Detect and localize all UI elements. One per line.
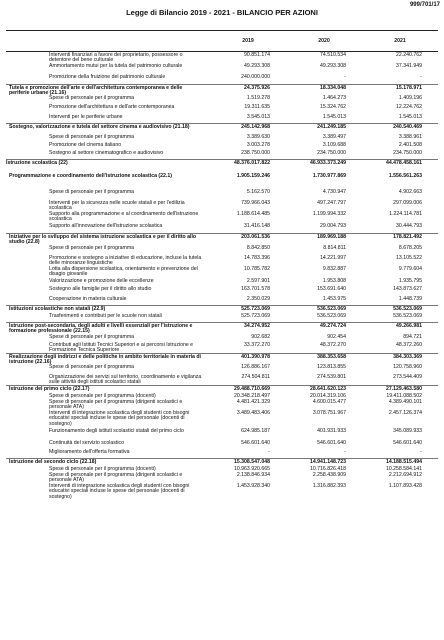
- value-2021: 240.540.469: [393, 123, 422, 130]
- value-2020: 902.454: [327, 333, 346, 340]
- value-2020: 1.199.994.332: [312, 210, 346, 217]
- value-2019: 10.963.920.665: [233, 465, 270, 472]
- value-2021: 1.556.561.263: [388, 172, 422, 179]
- table-row: [6, 123, 438, 134]
- row-label: Trasferimenti e contributi per le scuole non statali: [49, 312, 162, 319]
- value-2020: 123.813.855: [317, 363, 346, 370]
- value-2020: 3.109.688: [322, 141, 346, 148]
- table-row: [6, 334, 438, 342]
- value-2019: 1.905.159.246: [236, 172, 270, 179]
- table-row: [6, 52, 438, 63]
- value-2020: 3.078.751.967: [312, 409, 346, 416]
- value-2020: 74.510.534: [320, 51, 346, 58]
- value-2020: 1.953.808: [322, 277, 346, 284]
- value-2021: 10.258.584.141: [385, 465, 422, 472]
- table-row: [6, 483, 438, 501]
- document-reference: 999/701/17: [409, 2, 440, 8]
- row-label: Interventi di integrazione scolastica degli studenti con bisogni educativi speciali incluse le spese del personale (docenti di sostegno): [49, 482, 190, 500]
- table-row: [6, 313, 438, 322]
- table-row: [6, 322, 438, 334]
- table-row: [6, 428, 438, 440]
- row-label: Sostegno, valorizzazione e tutela del settore cinema e audiovisivo (21.18): [9, 123, 190, 130]
- value-2020: 1.730.977.869: [312, 172, 346, 179]
- value-2019: 3.545.013: [246, 113, 270, 120]
- value-2021: 2.457.126.374: [388, 409, 422, 416]
- value-2020: 3.389.497: [322, 133, 346, 140]
- value-2020: 48.372.270: [320, 341, 346, 348]
- value-2020: 274.539.801: [317, 373, 346, 380]
- value-2019: 4.481.421.329: [236, 398, 270, 405]
- table-row: [6, 296, 438, 305]
- value-2021: 4.389.490.101: [388, 398, 422, 405]
- value-2019: 1.188.614.485: [236, 210, 270, 217]
- value-2019: 203.061.536: [241, 233, 270, 240]
- row-label: Istruzione scolastica (22): [6, 159, 68, 166]
- value-2021: 4.902.663: [398, 188, 422, 195]
- value-2020: 49.274.724: [320, 322, 346, 329]
- row-label: Promozione della fruizione del patrimonio culturale: [49, 73, 166, 80]
- value-2020: 18.334.048: [320, 84, 346, 91]
- table-body: [6, 52, 438, 501]
- value-2021: 49.266.981: [396, 322, 422, 329]
- value-2020: 2.258.438.909: [312, 471, 346, 478]
- value-2021: 1.107.893.428: [388, 482, 422, 489]
- value-2020: -: [344, 73, 346, 80]
- row-label: Supporto all'innovazione dell'istruzione scolastica: [49, 222, 163, 229]
- value-2020: 4.600.015.477: [312, 398, 346, 405]
- value-2021: 19.411.088.502: [386, 392, 422, 399]
- table-row: [6, 399, 438, 410]
- value-2021: 1.409.196: [398, 94, 422, 101]
- value-2021: 14.188.515.494: [385, 458, 422, 465]
- value-2020: 546.601.640: [317, 439, 346, 446]
- value-2020: 1.453.975: [322, 295, 346, 302]
- value-2019: 1.453.928.340: [236, 482, 270, 489]
- value-2021: 546.601.640: [393, 439, 422, 446]
- value-2020: 1.464.273: [322, 94, 346, 101]
- value-2020: 153.691.640: [317, 285, 346, 292]
- year-2021-header: 2021: [394, 38, 406, 44]
- table-row: [6, 211, 438, 223]
- value-2019: 546.601.640: [241, 439, 270, 446]
- table-row: [6, 286, 438, 296]
- value-2020: 29.004.793: [320, 222, 346, 229]
- row-label: Realizzazione degli indirizzi e delle politiche in ambito territoriale in materia di istruzione (22.16): [9, 353, 201, 366]
- value-2021: 3.388.961: [398, 133, 422, 140]
- row-label: Sostegno al settore cinematografico e audiovisivo: [49, 149, 164, 156]
- value-2021: 2.212.694.912: [388, 471, 422, 478]
- value-2019: 245.142.968: [241, 123, 270, 130]
- value-2019: 2.597.901: [246, 277, 270, 284]
- value-2020: 8.814.811: [323, 244, 346, 251]
- value-2020: 10.716.826.418: [309, 465, 346, 472]
- table-row: [6, 104, 438, 114]
- value-2019: 48.376.017.822: [233, 159, 270, 166]
- table-header: [6, 30, 438, 52]
- row-label: Spese di personale per il programma (dirigenti scolastici e personale ATA): [49, 471, 183, 484]
- row-label: Spese di personale per il programma: [49, 333, 135, 340]
- value-2021: 143.873.627: [393, 285, 422, 292]
- value-2019: 126.886.167: [241, 363, 270, 370]
- table-row: [6, 114, 438, 123]
- table-row: [6, 189, 438, 200]
- value-2019: 3.003.278: [246, 141, 270, 148]
- table-row: [6, 134, 438, 142]
- row-label: Spese di personale per il programma: [49, 133, 135, 140]
- value-2019: 240.000.000: [241, 73, 270, 80]
- row-label: Cooperazione in materia culturale: [49, 295, 127, 302]
- value-2019: 34.274.952: [244, 322, 270, 329]
- value-2021: 273.544.409: [393, 373, 422, 380]
- value-2021: 2.401.508: [398, 141, 422, 148]
- table-row: [6, 95, 438, 104]
- value-2021: 22.240.762: [396, 51, 422, 58]
- table-row: [6, 385, 438, 393]
- value-2019: 2.350.029: [246, 295, 270, 302]
- row-label: Interventi per le periferie urbane: [49, 113, 123, 120]
- value-2021: 27.129.463.580: [385, 385, 422, 392]
- value-2019: 624.985.187: [241, 427, 270, 434]
- value-2021: 13.105.522: [396, 254, 422, 261]
- value-2019: 1.519.278: [246, 94, 270, 101]
- value-2019: 24.375.926: [244, 84, 270, 91]
- table-row: [6, 84, 438, 95]
- table-row: [6, 255, 438, 266]
- table-row: [6, 458, 438, 466]
- value-2021: 384.303.369: [393, 353, 422, 360]
- year-2019-header: 2019: [242, 38, 254, 44]
- value-2020: 49.293.308: [320, 62, 346, 69]
- table-row: [6, 374, 438, 385]
- table-row: [6, 472, 438, 483]
- row-label: Contributi agli Istituti Tecnici Superiori e ai percorsi Istruzione e Formazione Tecnica Superiore: [49, 341, 194, 354]
- budget-table: [6, 30, 438, 501]
- table-row: [6, 74, 438, 84]
- row-label: Ammortamento mutui per la tutela del patrimonio culturale: [49, 62, 183, 69]
- value-2020: 536.523.069: [317, 305, 346, 312]
- row-label: Programmazione e coordinamento dell'istruzione scolastica (22.1): [9, 172, 172, 179]
- row-label: Spese di personale per il programma (docenti): [49, 392, 156, 399]
- value-2019: 31.416.148: [244, 222, 270, 229]
- value-2021: 536.523.069: [393, 305, 422, 312]
- value-2021: 1.545.013: [398, 113, 422, 120]
- table-row: [6, 266, 438, 278]
- value-2019: 3.389.630: [246, 133, 270, 140]
- row-label: Interventi di integrazione scolastica degli studenti con bisogni educativi speciali incluse le spese del personale (docenti di sostegno): [49, 409, 190, 427]
- value-2019: 15.308.547.048: [233, 458, 270, 465]
- value-2020: 1.545.013: [322, 113, 346, 120]
- value-2020: 15.324.762: [320, 103, 346, 110]
- value-2019: 29.488.710.669: [233, 385, 270, 392]
- value-2019: 49.293.308: [244, 62, 270, 69]
- value-2019: 5.162.570: [246, 188, 270, 195]
- row-label: Spese di personale per il programma: [49, 363, 135, 370]
- value-2020: 9.832.887: [322, 265, 346, 272]
- value-2021: 9.779.604: [398, 265, 422, 272]
- table-row: [6, 410, 438, 428]
- row-label: Organizzazione dei servizi sul territorio, coordinamento e vigilanza sulle attività degli istituti scolastici statali: [49, 373, 202, 386]
- table-row: [6, 449, 438, 458]
- row-label: Funzionamento degli istituti scolastici statali del primo ciclo: [49, 427, 184, 434]
- value-2021: 178.821.492: [393, 233, 422, 240]
- table-row: [6, 278, 438, 286]
- row-label: Spese di personale per il programma: [49, 94, 135, 101]
- table-row: [6, 159, 438, 173]
- value-2019: 10.785.782: [244, 265, 270, 272]
- value-2020: 20.014.319.106: [309, 392, 346, 399]
- row-label: Tutela e promozione dell'arte e dell'architettura contemporanea e delle periferie urbane (21.16): [9, 84, 183, 97]
- value-2021: -: [420, 73, 422, 80]
- value-2019: 739.966.043: [241, 199, 270, 206]
- value-2021: 48.372.260: [396, 341, 422, 348]
- table-row: [6, 364, 438, 374]
- row-label: Supporto alla programmazione e al coordinamento dell'istruzione scolastica: [49, 210, 199, 223]
- value-2019: 2.138.846.934: [236, 471, 270, 478]
- value-2021: -: [420, 448, 422, 455]
- value-2019: 8.842.850: [246, 244, 270, 251]
- table-row: [6, 245, 438, 255]
- row-label: Istruzione del primo ciclo (22.17): [9, 385, 90, 392]
- row-label: Promozione del cinema italiano: [49, 141, 122, 148]
- table-row: [6, 150, 438, 159]
- value-2019: -: [268, 448, 270, 455]
- value-2020: 28.641.620.123: [309, 385, 346, 392]
- value-2020: 46.933.373.249: [309, 159, 346, 166]
- row-label: Spese di personale per il programma (docenti): [49, 465, 156, 472]
- value-2021: 12.224.762: [396, 103, 422, 110]
- value-2020: -: [344, 448, 346, 455]
- value-2020: 401.931.933: [317, 427, 346, 434]
- value-2020: 241.249.185: [317, 123, 346, 130]
- value-2019: 274.504.811: [241, 373, 270, 380]
- value-2019: 238.750.000: [241, 149, 270, 156]
- table-row: [6, 223, 438, 233]
- row-label: Istruzione post-secondaria, degli adulti e livelli essenziali per l'istruzione e formazione professionale (22.15): [9, 322, 193, 335]
- table-row: [6, 142, 438, 150]
- value-2021: 536.523.069: [393, 312, 422, 319]
- table-row: [6, 342, 438, 353]
- value-2019: 20.348.218.497: [233, 392, 270, 399]
- value-2021: 894.721: [403, 333, 422, 340]
- value-2020: 388.353.658: [317, 353, 346, 360]
- value-2019: 525.723.069: [241, 312, 270, 319]
- year-2020-header: 2020: [318, 38, 330, 44]
- value-2019: 3.489.483.406: [236, 409, 270, 416]
- value-2019: 14.783.396: [244, 254, 270, 261]
- value-2021: 1.224.114.781: [389, 210, 422, 217]
- page-title: Legge di Bilancio 2019 - 2021 - BILANCIO PER AZIONI: [126, 8, 318, 17]
- value-2021: 30.444.793: [396, 222, 422, 229]
- row-label: Spese di personale per il programma (dirigenti scolastici e personale ATA): [49, 398, 183, 411]
- value-2020: 14.221.997: [320, 254, 346, 261]
- value-2020: 4.730.947: [322, 188, 346, 195]
- table-row: [6, 233, 438, 245]
- value-2019: 902.682: [251, 333, 270, 340]
- row-label: Promozione e sostegno a iniziative di educazione, incluse la tutela delle minoranze linguistiche: [49, 254, 202, 267]
- value-2021: 8.678.205: [398, 244, 422, 251]
- value-2020: 497.247.797: [317, 199, 346, 206]
- value-2021: 37.341.949: [396, 62, 422, 69]
- value-2021: 44.478.458.161: [385, 159, 422, 166]
- row-label: Lotta alla dispersione scolastica, orientamento e prevenzione del disagio giovanile: [49, 265, 198, 278]
- value-2019: 19.311.635: [244, 103, 270, 110]
- value-2021: 345.089.933: [393, 427, 422, 434]
- value-2019: 90.851.174: [244, 51, 270, 58]
- value-2021: 1.935.795: [398, 277, 422, 284]
- row-label: Interventi per la sicurezza nelle scuole statali e per l'edilizia scolastica: [49, 199, 185, 212]
- value-2019: 163.701.578: [241, 285, 270, 292]
- row-label: Istituzioni scolastiche non statali (22.9): [9, 305, 106, 312]
- row-label: Interventi finanziari a favore dei proprietario, possessore o detentore del bene culturale: [49, 51, 183, 64]
- row-label: Iniziative per lo sviluppo del sistema istruzione scolastica e per il diritto allo studio (22.8): [9, 233, 197, 246]
- value-2020: 536.523.069: [317, 312, 346, 319]
- table-row: [6, 305, 438, 313]
- row-label: Miglioramento dell'offerta formativa: [49, 448, 130, 455]
- value-2021: 120.758.960: [393, 363, 422, 370]
- value-2021: 234.750.000: [393, 149, 422, 156]
- row-label: Istruzione del secondo ciclo (22.18): [9, 458, 97, 465]
- value-2019: 401.390.978: [241, 353, 270, 360]
- row-label: Promozione dell'architettura e dell'arte contemporanea: [49, 103, 175, 110]
- value-2021: 297.099.006: [393, 199, 422, 206]
- row-label: Valorizzazione e promozione delle eccellenze: [49, 277, 154, 284]
- row-label: Spese di personale per il programma: [49, 188, 135, 195]
- value-2021: 15.178.971: [396, 84, 422, 91]
- table-row: [6, 440, 438, 449]
- value-2020: 189.969.188: [317, 233, 346, 240]
- value-2020: 1.316.882.393: [312, 482, 346, 489]
- value-2021: 1.448.739: [398, 295, 422, 302]
- table-row: [6, 63, 438, 74]
- value-2019: 525.723.069: [241, 305, 270, 312]
- row-label: Continuità del servizio scolastico: [49, 439, 124, 446]
- table-row: [6, 353, 438, 364]
- value-2019: 33.372.270: [244, 341, 270, 348]
- table-row: [6, 200, 438, 211]
- value-2020: 234.750.000: [317, 149, 346, 156]
- value-2020: 14.941.148.723: [309, 458, 346, 465]
- row-label: Spese di personale per il programma: [49, 244, 135, 251]
- table-row: [6, 173, 438, 189]
- row-label: Sostegno alle famiglie per il diritto allo studio: [49, 285, 152, 292]
